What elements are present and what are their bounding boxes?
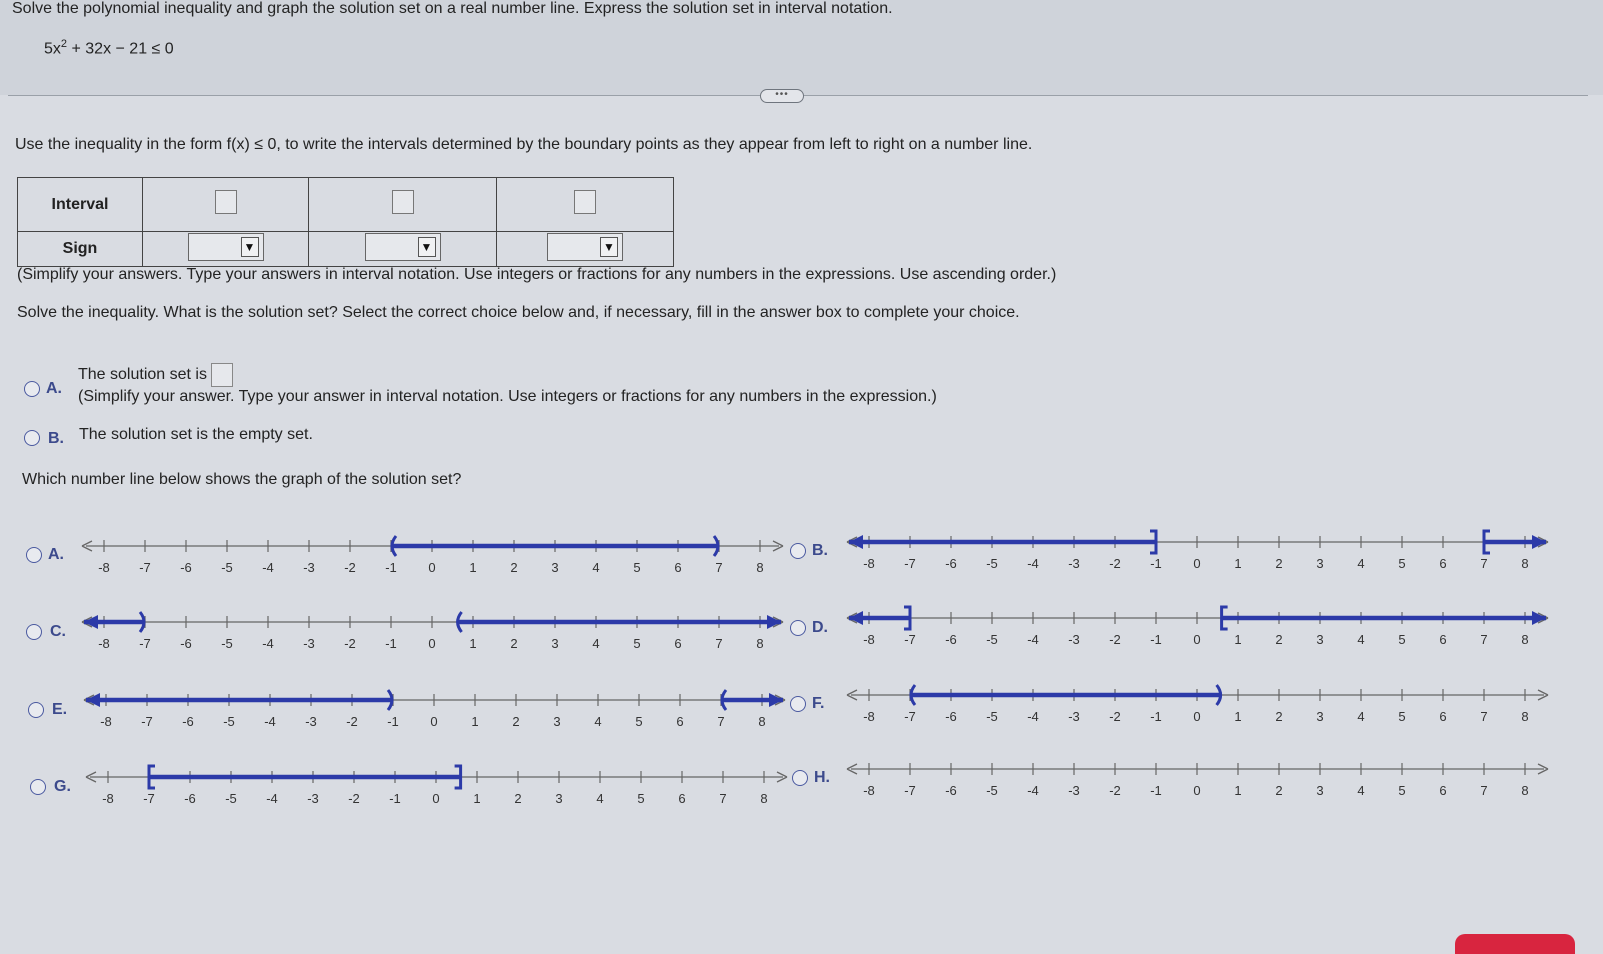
- tick-label: -7: [904, 556, 916, 571]
- tick-label: -7: [139, 560, 151, 575]
- choice-b-label: B.: [48, 430, 64, 447]
- tick-label: 8: [1521, 783, 1529, 798]
- tick-label: -2: [1109, 632, 1121, 647]
- interval-input-1[interactable]: [215, 190, 237, 214]
- tick-label: -3: [1068, 783, 1080, 798]
- tick-label: -4: [1027, 556, 1039, 571]
- tick-label: 8: [1521, 556, 1529, 571]
- tick-label: 6: [678, 791, 686, 806]
- option-d-label: D.: [812, 619, 828, 636]
- option-a-label: A.: [48, 546, 64, 563]
- tick-label: 1: [473, 791, 481, 806]
- tick-label: -8: [98, 636, 110, 651]
- option-f-number-line: [845, 683, 1550, 725]
- tick-label: -7: [141, 714, 153, 729]
- sign-cell-1: [143, 232, 309, 267]
- tick-label: -1: [1150, 632, 1162, 647]
- option-b-number-line: [845, 530, 1550, 572]
- option-e-number-line: [82, 688, 787, 730]
- interval-input-3[interactable]: [574, 190, 596, 214]
- tick-label: 6: [1439, 709, 1447, 724]
- tick-label: 0: [1193, 556, 1201, 571]
- option-d-radio[interactable]: [790, 620, 806, 636]
- tick-label: 1: [469, 636, 477, 651]
- tick-label: -4: [1027, 632, 1039, 647]
- tick-label: -4: [1027, 709, 1039, 724]
- tick-label: -2: [346, 714, 358, 729]
- tick-label: 7: [715, 636, 723, 651]
- tick-label: -1: [387, 714, 399, 729]
- tick-label: 1: [471, 714, 479, 729]
- tick-label: -2: [1109, 783, 1121, 798]
- sign-cell-3: [497, 232, 674, 267]
- option-c-radio[interactable]: [26, 624, 42, 640]
- inequality-base: 5x: [44, 40, 61, 58]
- interval-sign-table: [17, 177, 674, 267]
- tick-label: 2: [1275, 556, 1283, 571]
- tick-label: -3: [303, 636, 315, 651]
- step2-instruction: Solve the inequality. What is the solution set? Select the correct choice below and, if necessary, fill in the answer box to complete your choice.: [17, 304, 1020, 321]
- tick-label: 8: [760, 791, 768, 806]
- tick-label: 4: [1357, 632, 1365, 647]
- option-c-number-line: [80, 610, 785, 652]
- tick-label: 6: [1439, 556, 1447, 571]
- choice-a-text-line: [78, 363, 233, 387]
- inequality: [44, 38, 174, 58]
- tick-label: -1: [385, 636, 397, 651]
- step1-instruction: Use the inequality in the form f(x) ≤ 0, to write the intervals determined by the boundary points as they appear from left to right on a number line.: [15, 136, 1033, 153]
- tick-label: -4: [1027, 783, 1039, 798]
- option-a-number-line: [80, 534, 785, 576]
- tick-label: 6: [674, 636, 682, 651]
- option-h-radio[interactable]: [792, 770, 808, 786]
- tick-label: 0: [430, 714, 438, 729]
- tick-label: 2: [510, 560, 518, 575]
- option-g-radio[interactable]: [30, 779, 46, 795]
- tick-label: -1: [1150, 709, 1162, 724]
- tick-label: -1: [389, 791, 401, 806]
- tick-label: 2: [512, 714, 520, 729]
- sign-cell-2: [309, 232, 497, 267]
- tick-label: 6: [1439, 632, 1447, 647]
- tick-label: 5: [637, 791, 645, 806]
- tick-label: -5: [986, 632, 998, 647]
- tick-label: -5: [986, 709, 998, 724]
- tick-label: 5: [635, 714, 643, 729]
- tick-label: -8: [100, 714, 112, 729]
- tick-label: -2: [348, 791, 360, 806]
- tick-label: 4: [594, 714, 602, 729]
- tick-label: -5: [986, 783, 998, 798]
- tick-label: -6: [945, 783, 957, 798]
- tick-label: 2: [510, 636, 518, 651]
- sign-dropdown-1[interactable]: [188, 233, 264, 261]
- tick-label: -3: [303, 560, 315, 575]
- interval-input-2[interactable]: [392, 190, 414, 214]
- tick-label: 5: [633, 560, 641, 575]
- tick-label: 4: [596, 791, 604, 806]
- tick-label: -5: [223, 714, 235, 729]
- tick-label: 3: [553, 714, 561, 729]
- tick-label: 3: [551, 560, 559, 575]
- choice-b-text: The solution set is the empty set.: [79, 426, 313, 443]
- tick-label: 7: [1480, 632, 1488, 647]
- tick-label: -2: [1109, 556, 1121, 571]
- tick-label: -5: [221, 636, 233, 651]
- option-e-label: E.: [52, 701, 68, 718]
- tick-label: 4: [1357, 783, 1365, 798]
- more-button[interactable]: •••: [760, 89, 804, 103]
- tick-label: 3: [1316, 783, 1324, 798]
- tick-label: -1: [1150, 556, 1162, 571]
- chevron-down-icon: ▼: [600, 237, 618, 257]
- tick-label: -4: [266, 791, 278, 806]
- tick-label: -4: [264, 714, 276, 729]
- tick-label: -8: [863, 783, 875, 798]
- tick-label: -2: [1109, 709, 1121, 724]
- interval-row-label: Interval: [18, 178, 143, 232]
- tick-label: 2: [1275, 783, 1283, 798]
- tick-label: 7: [1480, 556, 1488, 571]
- tick-label: -6: [184, 791, 196, 806]
- tick-label: 8: [1521, 709, 1529, 724]
- interval-cell-3: [497, 178, 674, 232]
- option-d-number-line: [845, 606, 1550, 648]
- tick-label: 4: [592, 560, 600, 575]
- tick-label: -3: [307, 791, 319, 806]
- tick-label: 8: [756, 636, 764, 651]
- chevron-down-icon: ▼: [418, 237, 436, 257]
- tick-label: -5: [221, 560, 233, 575]
- tick-label: -8: [863, 632, 875, 647]
- tick-label: -7: [143, 791, 155, 806]
- tick-label: 7: [719, 791, 727, 806]
- tick-label: 7: [715, 560, 723, 575]
- tick-label: -8: [102, 791, 114, 806]
- tick-label: 8: [756, 560, 764, 575]
- choice-a-note: (Simplify your answer. Type your answer in interval notation. Use integers or fractions for any numbers in the expression.): [78, 388, 937, 405]
- tick-label: -8: [863, 556, 875, 571]
- tick-label: 1: [1234, 632, 1242, 647]
- option-f-radio[interactable]: [790, 696, 806, 712]
- tick-label: 1: [1234, 556, 1242, 571]
- choice-a-text: The solution set is: [78, 366, 207, 384]
- tick-label: 1: [1234, 709, 1242, 724]
- tick-label: 6: [676, 714, 684, 729]
- option-c-label: C.: [50, 623, 66, 640]
- sign-row-label: Sign: [18, 232, 143, 267]
- tick-label: 2: [1275, 632, 1283, 647]
- tick-label: 4: [1357, 556, 1365, 571]
- inequality-exponent: 2: [60, 38, 68, 50]
- solution-set-input[interactable]: [211, 363, 233, 387]
- tick-label: -1: [385, 560, 397, 575]
- option-g-number-line: [84, 765, 789, 807]
- choice-b-radio[interactable]: [24, 430, 40, 446]
- tick-label: 1: [1234, 783, 1242, 798]
- tick-label: 3: [1316, 632, 1324, 647]
- tick-label: -6: [945, 556, 957, 571]
- tick-label: -7: [139, 636, 151, 651]
- tick-label: 5: [1398, 556, 1406, 571]
- tick-label: 0: [1193, 709, 1201, 724]
- tick-label: -6: [180, 636, 192, 651]
- tick-label: -3: [1068, 632, 1080, 647]
- tick-label: -4: [262, 560, 274, 575]
- option-e-radio[interactable]: [28, 702, 44, 718]
- tick-label: 5: [1398, 632, 1406, 647]
- step1-note: (Simplify your answers. Type your answers in interval notation. Use integers or fractions for any numbers in the expressions. Use ascending order.): [17, 266, 1057, 283]
- tick-label: 4: [1357, 709, 1365, 724]
- tick-label: -5: [986, 556, 998, 571]
- tick-label: 7: [1480, 783, 1488, 798]
- tick-label: 0: [1193, 783, 1201, 798]
- step3-question: Which number line below shows the graph of the solution set?: [22, 471, 462, 488]
- chevron-down-icon: ▼: [241, 237, 259, 257]
- tick-label: 1: [469, 560, 477, 575]
- tick-label: -2: [344, 636, 356, 651]
- tick-label: 3: [1316, 709, 1324, 724]
- tick-label: -8: [98, 560, 110, 575]
- sign-dropdown-3[interactable]: [547, 233, 623, 261]
- option-a-radio[interactable]: [26, 547, 42, 563]
- tick-label: 7: [717, 714, 725, 729]
- question-instruction: Solve the polynomial inequality and graph the solution set on a real number line. Express the solution set in interval notation.: [12, 0, 893, 17]
- tick-label: 2: [1275, 709, 1283, 724]
- tick-label: 0: [428, 560, 436, 575]
- sign-dropdown-2[interactable]: [365, 233, 441, 261]
- tick-label: 3: [555, 791, 563, 806]
- tick-label: -3: [1068, 556, 1080, 571]
- tick-label: 2: [514, 791, 522, 806]
- tick-label: -8: [863, 709, 875, 724]
- tick-label: 4: [592, 636, 600, 651]
- tick-label: -6: [180, 560, 192, 575]
- tick-label: -3: [1068, 709, 1080, 724]
- tick-label: 8: [758, 714, 766, 729]
- interval-cell-2: [309, 178, 497, 232]
- tick-label: 0: [1193, 632, 1201, 647]
- tick-label: 8: [1521, 632, 1529, 647]
- interval-cell-1: [143, 178, 309, 232]
- tick-label: -7: [904, 783, 916, 798]
- tick-label: 7: [1480, 709, 1488, 724]
- tick-label: 0: [428, 636, 436, 651]
- tick-label: -6: [945, 632, 957, 647]
- inequality-rest: + 32x − 21 ≤ 0: [67, 40, 174, 58]
- tick-label: 6: [674, 560, 682, 575]
- check-answer-button[interactable]: [1455, 934, 1575, 954]
- tick-label: 3: [551, 636, 559, 651]
- option-b-radio[interactable]: [790, 543, 806, 559]
- tick-label: -6: [945, 709, 957, 724]
- tick-label: -4: [262, 636, 274, 651]
- tick-label: -7: [904, 709, 916, 724]
- tick-label: 5: [1398, 783, 1406, 798]
- choice-a-label: A.: [46, 380, 62, 397]
- tick-label: -1: [1150, 783, 1162, 798]
- option-h-label: H.: [814, 769, 830, 786]
- option-b-label: B.: [812, 542, 828, 559]
- tick-label: 0: [432, 791, 440, 806]
- option-h-number-line: [845, 757, 1550, 799]
- choice-a-radio[interactable]: [24, 381, 40, 397]
- tick-label: -6: [182, 714, 194, 729]
- tick-label: 5: [1398, 709, 1406, 724]
- tick-label: 6: [1439, 783, 1447, 798]
- tick-label: 3: [1316, 556, 1324, 571]
- tick-label: 5: [633, 636, 641, 651]
- tick-label: -7: [904, 632, 916, 647]
- tick-label: -5: [225, 791, 237, 806]
- option-g-label: G.: [54, 778, 71, 795]
- option-f-label: F.: [812, 695, 825, 712]
- tick-label: -2: [344, 560, 356, 575]
- tick-label: -3: [305, 714, 317, 729]
